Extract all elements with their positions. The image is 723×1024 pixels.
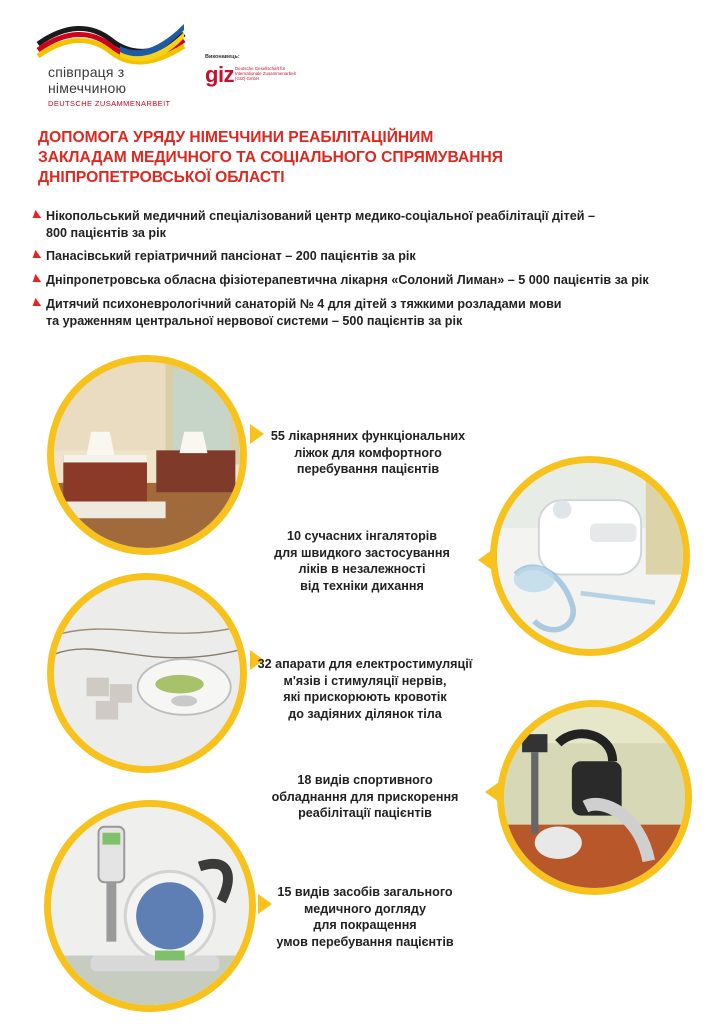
list-item-text: Нікопольський медичний спеціалізований центр медико-соціальної реабілітації дітей – 800 пацієнтів за рік [46,209,595,240]
bullet-marker-icon [30,298,41,310]
exercise-bike-photo [497,700,692,895]
cooperation-line-3: DEUTSCHE ZUSAMMENARBEIT [48,99,171,108]
item-caption: 32 апарати для електростимуляції м'язів і стимуляції нервів, які прискорюють кровотік до задіяних ділянок тіла [257,657,473,721]
title-line-2: ЗАКЛАДАМ МЕДИЧНОГО ТА СОЦІАЛЬНОГО СПРЯМУВАННЯ [38,149,503,166]
item-caption: 15 видів засобів загального медичного догляду для покращення умов перебування пацієнтів [276,885,454,949]
giz-description: Deutsche Gesellschaft für Internationale Zusammenarbeit (GIZ) GmbH [235,66,296,82]
inhaler-photo [490,456,690,656]
cooperation-line-2: німеччиною [48,80,127,96]
bullet-marker-icon [30,274,41,286]
bullet-marker-icon [30,250,41,262]
item-caption: 10 сучасних інгаляторів для швидкого застосування ліків в незалежності від техніки дихання [274,529,450,593]
giz-label: Виконавець: [205,54,240,60]
cooperation-line-1: співпраця з [48,64,125,80]
page-title [38,128,598,188]
giz-wordmark: giz [205,62,235,87]
title-line-3: ДНІПРОПЕТРОВСЬКОЇ ОБЛАСТІ [38,169,285,186]
item-caption: 18 видів спортивного обладнання для прискорення реабілітації пацієнтів [271,773,459,820]
title-line-1: ДОПОМОГА УРЯДУ НІМЕЧЧИНИ РЕАБІЛІТАЦІЙНИМ [38,129,434,146]
cooperation-logo [36,22,186,112]
item-caption: 55 лікарняних функціональних ліжок для комфортного перебування пацієнтів [270,429,466,476]
flag-ribbon-icon [36,22,186,66]
bullet-marker-icon [30,210,41,222]
list-item-text: Панасівський геріатричний пансіонат – 200 пацієнтів за рік [46,249,416,263]
list-item-text: Дніпропетровська обласна фізіотерапевтична лікарня «Солоний Лиман» – 5 000 пацієнтів за рік [46,273,649,287]
motor-trainer-photo [44,800,256,1012]
electrostimulator-photo [47,573,247,773]
list-item-text: Дитячий психоневрологічний санаторій № 4 для дітей з тяжкими розладами мови та ураженням центральної нервової системи – 500 пацієнтів за рік [46,297,562,328]
giz-logo [205,54,325,94]
hospital-beds-photo [47,355,247,555]
